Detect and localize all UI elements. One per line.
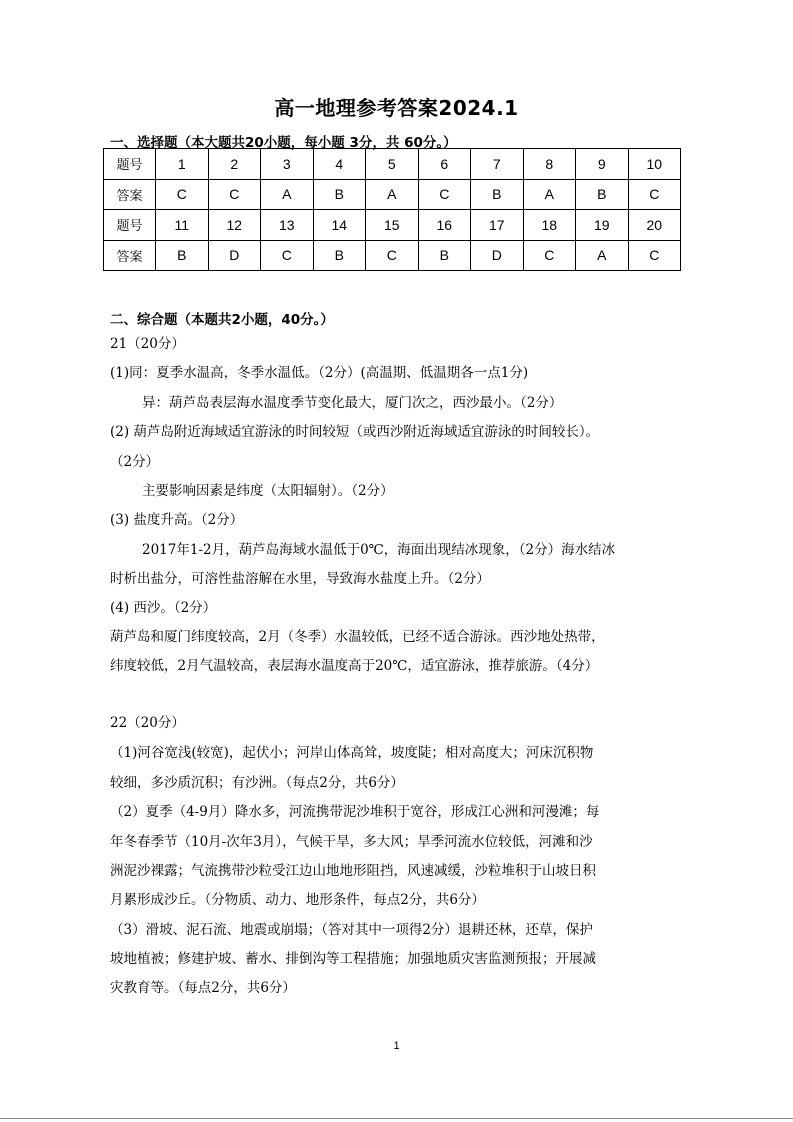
question-number: 11 — [156, 210, 209, 241]
answer-line: 主要影响因素是纬度（太阳辐射）。（2分） — [142, 483, 394, 499]
answer-line: 月累形成沙丘。（分物质、动力、地形条件，每点2分，共6分） — [110, 892, 485, 908]
section2-heading: 二、综合题（本题共2小题，40分。） — [110, 312, 334, 328]
q22-heading: 22（20分） — [110, 715, 185, 731]
answer-line: 年冬春季节（10月-次年3月），气候干旱，多大风；旱季河流水位较低，河滩和沙 — [110, 834, 593, 850]
answer-line: 葫芦岛和厦门纬度较高，2月（冬季）水温较低，已经不适合游泳。西沙地处热带， — [110, 629, 605, 645]
answer-cell: C — [208, 179, 261, 210]
answer-line: 较细，多沙质沉积；有沙洲。（每点2分，共6分） — [110, 775, 404, 791]
answer-cell: A — [523, 179, 576, 210]
question-number: 15 — [366, 210, 419, 241]
answer-line: (4) 西沙。（2分） — [110, 600, 217, 616]
page-title: 高一地理参考答案2024.1 — [274, 96, 519, 120]
answer-cell: C — [628, 179, 681, 210]
answer-cell: B — [313, 179, 366, 210]
question-number: 7 — [471, 149, 524, 180]
row-label: 答案 — [104, 179, 156, 210]
answer-line: 坡地植被；修建护坡、蓄水、排倒沟等工程措施；加强地质灾害监测预报；开展减 — [110, 951, 596, 967]
question-number: 13 — [261, 210, 314, 241]
question-number: 14 — [313, 210, 366, 241]
question-number: 2 — [208, 149, 261, 180]
answer-cell: C — [366, 240, 419, 271]
row-label: 答案 — [104, 240, 156, 271]
answer-cell: C — [628, 240, 681, 271]
question-number: 12 — [208, 210, 261, 241]
row-label: 题号 — [104, 149, 156, 180]
answer-line: (1)同：夏季水温高，冬季水温低。（2分）(高温期、低温期各一点1分) — [110, 365, 529, 381]
question-number: 4 — [313, 149, 366, 180]
answer-cell: D — [471, 240, 524, 271]
answer-line: 纬度较低，2月气温较高，表层海水温度高于20℃，适宜游泳，推荐旅游。（4分） — [110, 658, 599, 674]
answer-line: 异：葫芦岛表层海水温度季节变化最大，厦门次之，西沙最小。（2分） — [142, 395, 563, 411]
answer-table — [103, 148, 681, 271]
answer-cell: B — [471, 179, 524, 210]
q21-heading: 21（20分） — [110, 336, 185, 352]
page-bottom-divider — [0, 1118, 793, 1119]
answer-line: （1)河谷宽浅(较宽)，起伏小；河岸山体高耸，坡度陡；相对高度大；河床沉积物 — [110, 745, 594, 761]
answer-line: （3）滑坡、泥石流、地震或崩塌；（答对其中一项得2分）退耕还林，还草，保护 — [110, 922, 593, 938]
table-row — [104, 240, 681, 271]
answer-line: (3) 盐度升高。（2分） — [110, 512, 244, 528]
answer-cell: B — [418, 240, 471, 271]
answer-line: (2) 葫芦岛附近海域适宜游泳的时间较短（或西沙附近海域适宜游泳的时间较长）。 — [110, 424, 600, 440]
answer-cell: C — [156, 179, 209, 210]
answer-cell: B — [156, 240, 209, 271]
answer-line: （2）夏季（4-9月）降水多，河流携带泥沙堆积于宽谷，形成江心洲和河漫滩；每 — [110, 804, 600, 820]
answer-line: 灾教育等。（每点2分，共6分） — [110, 980, 296, 996]
answer-cell: B — [576, 179, 629, 210]
question-number: 18 — [523, 210, 576, 241]
answer-cell: C — [261, 240, 314, 271]
answer-cell: C — [523, 240, 576, 271]
question-number: 20 — [628, 210, 681, 241]
table-row — [104, 179, 681, 210]
question-number: 8 — [523, 149, 576, 180]
row-label: 题号 — [104, 210, 156, 241]
question-number: 10 — [628, 149, 681, 180]
question-number: 5 — [366, 149, 419, 180]
answer-line: 洲泥沙裸露；气流携带沙粒受江边山地地形阻挡，风速减缓，沙粒堆积于山坡日积 — [110, 863, 596, 879]
answer-cell: C — [418, 179, 471, 210]
question-number: 1 — [156, 149, 209, 180]
answer-line: （2分） — [110, 454, 160, 470]
question-number: 16 — [418, 210, 471, 241]
answer-cell: B — [313, 240, 366, 271]
answer-line: 2017年1-2月，葫芦岛海域水温低于0℃，海面出现结冰现象，（2分）海水结冰 — [142, 542, 616, 558]
answer-cell: A — [576, 240, 629, 271]
question-number: 9 — [576, 149, 629, 180]
question-number: 19 — [576, 210, 629, 241]
question-number: 3 — [261, 149, 314, 180]
answer-cell: A — [261, 179, 314, 210]
answer-cell: D — [208, 240, 261, 271]
answer-line: 时析出盐分，可溶性盐溶解在水里，导致海水盐度上升。（2分） — [110, 571, 490, 587]
question-number: 17 — [471, 210, 524, 241]
question-number: 6 — [418, 149, 471, 180]
section1-heading: 一、选择题（本大题共20小题，每小题 3分，共 60分。） — [110, 135, 457, 151]
page-number: 1 — [393, 1040, 400, 1052]
answer-cell: A — [366, 179, 419, 210]
table-row — [104, 210, 681, 241]
table-row — [104, 149, 681, 180]
